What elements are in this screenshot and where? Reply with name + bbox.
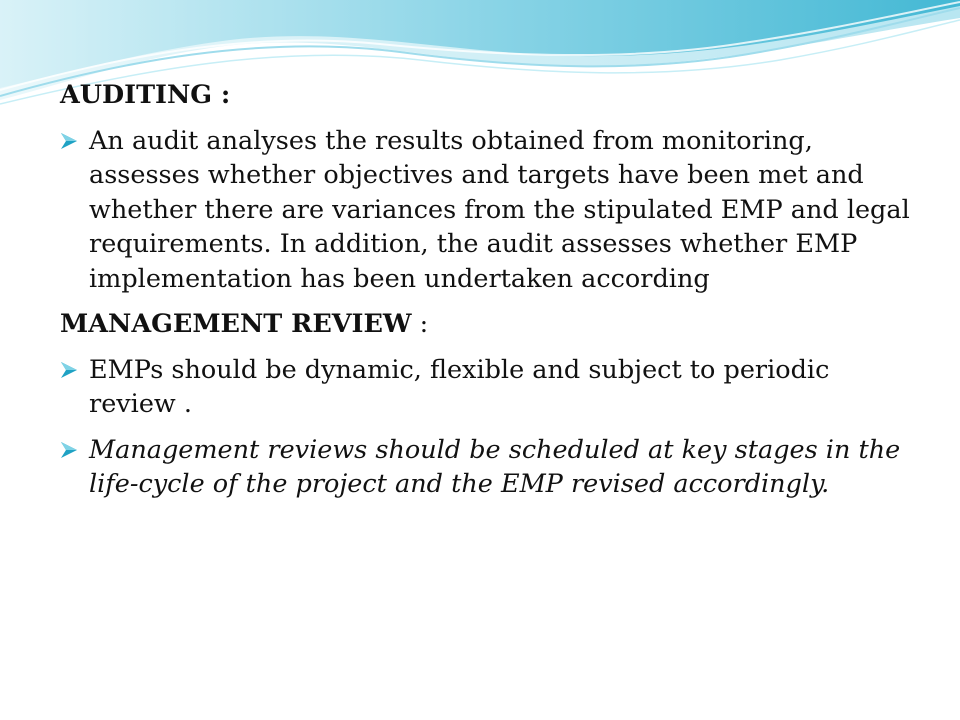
management-review-heading-text: MANAGEMENT REVIEW bbox=[60, 309, 412, 339]
slide-body bbox=[60, 78, 920, 513]
arrow-bullet-icon bbox=[60, 361, 78, 379]
management-review-colon: : bbox=[411, 309, 429, 339]
management-bullet-2-text: Management reviews should be scheduled at key stages in the life-cycle of the project and the EMP revised accordingly. bbox=[89, 434, 901, 499]
arrow-bullet-icon bbox=[60, 132, 78, 150]
management-bullet-1 bbox=[60, 353, 920, 422]
management-bullet-1-text: EMPs should be dynamic, flexible and subject to periodic review . bbox=[89, 354, 830, 419]
auditing-heading: AUDITING : bbox=[60, 80, 231, 110]
management-bullet-2 bbox=[60, 433, 920, 502]
auditing-bullet bbox=[60, 124, 920, 297]
arrow-bullet-icon bbox=[60, 441, 78, 459]
auditing-bullet-text: An audit analyses the results obtained from monitoring, assesses whether objectives and targets have been met and whether there are variances from the stipulated EMP and legal requirements. In addition, the audit assesses whether EMP implementation has been undertaken according bbox=[89, 125, 910, 294]
management-review-heading bbox=[60, 307, 920, 342]
